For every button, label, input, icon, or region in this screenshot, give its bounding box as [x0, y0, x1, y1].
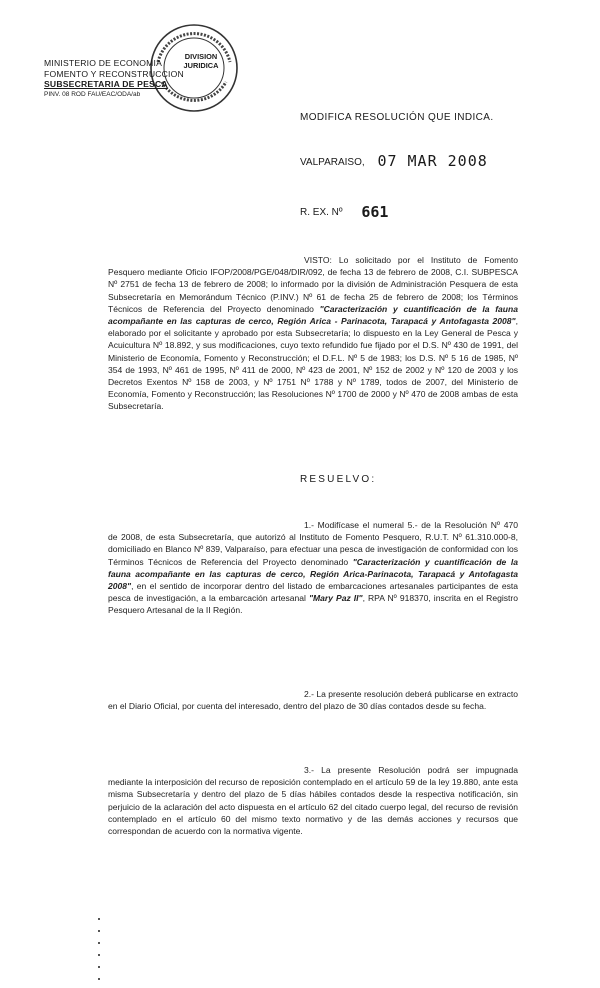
rex-label: R. EX. Nº — [300, 207, 343, 218]
article-1-vessel-name: "Mary Paz II" — [308, 593, 363, 604]
date-row — [300, 152, 488, 170]
seal-text-division: DIVISION — [184, 52, 218, 61]
place: VALPARAISO, — [300, 157, 365, 168]
article-2-text: 2.- La presente resolución deberá publicarse en extracto en el Diario Oficial, por cuenta del interesado, dentro del plazo de 30 días contados desde su fecha. — [108, 689, 518, 712]
letterhead — [44, 58, 204, 100]
visto-project-name: "Caracterización y cuantificación de la fauna acompañante en las capturas de cerco, Región Arica - Parinacota, Tarapacá y Antofagasta 2008" — [108, 303, 518, 327]
article-3-text: 3.- La presente Resolución podrá ser impugnada mediante la interposición del recurso de reposición contemplado en el artículo 59 de la ley 19.880, ante esta misma Subsecretaría y dentro del plazo de 5 días hábiles contados desde la respectiva notificación, sin perjuicio de la aclaración del acto dispuesta en el artículo 62 del citado cuerpo legal, del recurso de revisión contemplado en el artículo 60 del mismo texto normativo y de las demás acciones y recursos que correspondan de acuerdo con la normativa vigente. — [108, 765, 518, 837]
article-1-middle: , en el sentido de incorporar dentro del listado de embarcaciones artesanales participantes de esta pesca de investigación, a la embarcación artesanal — [108, 581, 518, 604]
letterhead-reference: PINV. 08 ROD FAU/EAC/ODA/ab — [44, 90, 141, 98]
article-1-lead: 1.- Modifícase el numeral 5.- de la Resolución Nº 470 de 2008, de esta Subsecretaría, que autorizó al Instituto de Fomento Pesquero, R.U.T. Nº 61.310.000-8, domiciliado en Blanco Nº 839, Valparaíso, para efectuar una pesca de investigación de conformidad con los Términos Técnicos de Referencia del Proyecto denominado — [108, 520, 518, 567]
date-stamp: 07 MAR 2008 — [377, 152, 488, 170]
resolution-number-row — [300, 203, 388, 221]
document-title: MODIFICA RESOLUCIÓN QUE INDICA. — [300, 112, 494, 123]
letterhead-ministry: MINISTERIO DE ECONOMIA — [44, 58, 163, 68]
article-1 — [108, 519, 518, 617]
letterhead-subsecretaria: SUBSECRETARIA DE PESCA — [44, 79, 168, 89]
seal-text-juridica: JURIDICA — [183, 61, 219, 70]
article-2 — [108, 688, 518, 712]
rex-number: 661 — [361, 203, 389, 221]
visto-tail: , elaborado por el solicitante y aprobado por esta Subsecretaría; lo dispuesto en la Ley General de Pesca y Acuicultura Nº 18.892, y sus modificaciones, cuyo texto refundido fue fijado por el D.S. Nº 430 de 1991, del Ministerio de Economía, Fomento y Reconstrucción; el D.F.L. Nº 5 de 1983; los D.S. Nº 5 16 de 1985, Nº 354 de 1993, Nº 461 de 1995, Nº 411 de 2000, Nº 423 de 2001, Nº 152 de 2002 y Nº 120 de 2003 y los Decretos Exentos Nº 158 de 2003, y Nº 1751 Nº 1788 y Nº 1789, todos de 2007, del Ministerio de Economía, Fomento y Reconstrucción; las Resoluciones Nº 1700 de 2000 y Nº 470 de 2008 ambas de esta Subsecretaría. — [108, 316, 518, 412]
margin-dots — [96, 918, 102, 988]
visto-paragraph — [108, 254, 518, 413]
resuelvo-heading: RESUELVO: — [300, 474, 377, 485]
letterhead-fomento: FOMENTO Y RECONSTRUCCION — [44, 68, 184, 79]
article-3 — [108, 764, 518, 837]
visto-lead: VISTO: Lo solicitado por el Instituto de Fomento Pesquero mediante Oficio IFOP/2008/PGE/048/DIR/092, de fecha 13 de febrero de 2008, C.I. SUBPESCA Nº 2751 de fecha 13 de febrero de 2008; lo informado por la división de Administración Pesquera de esta Subsecretaría en Memorándum Técnico (P.INV.) Nº 61 de fecha 25 de febrero de 2008; los Términos Técnicos de Referencia del Proyecto denominado — [108, 255, 518, 314]
article-1-tail: , RPA Nº 918370, inscrita en el Registro Pesquero Artesanal de la II Región. — [108, 593, 518, 616]
article-1-project-name: "Caracterización y cuantificación de la fauna acompañante en las capturas de cerco, Región Arica-Parinacota, Tarapacá y Antofagasta 2008" — [108, 556, 518, 592]
